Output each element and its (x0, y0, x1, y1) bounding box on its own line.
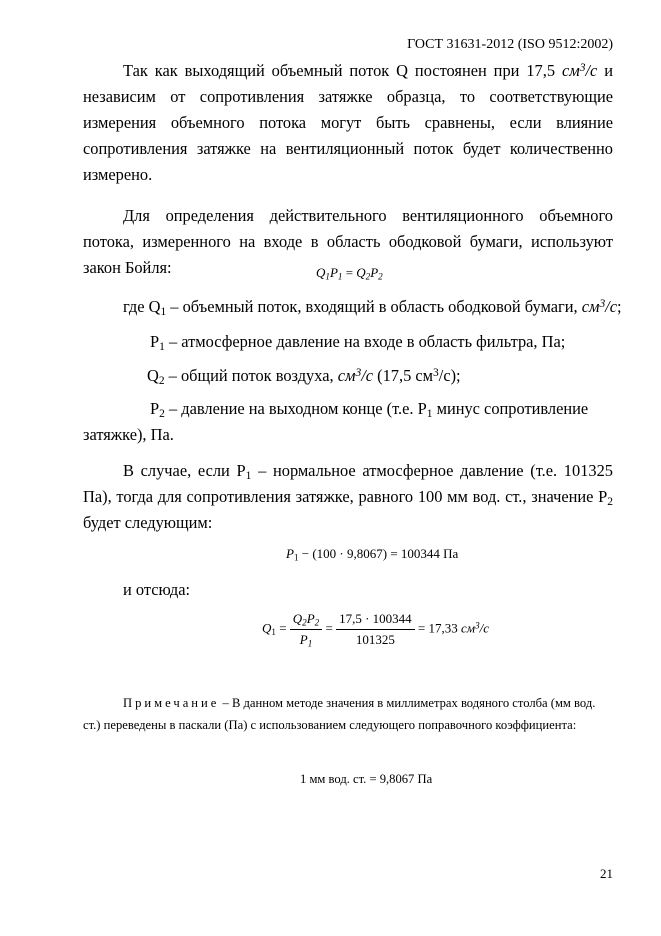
formula-p2-value: $P_1 - (100 \cdot 9,8067) = 100344$ Па (286, 546, 459, 563)
document-header: ГОСТ 31631-2012 (ISO 9512:2002) (407, 37, 613, 52)
note-text: В данном методе значения в миллиметрах водяного столба (мм вод. ст.) переведены в паскали (Па) с использованием следующего поправочного коэффициента: (83, 696, 596, 732)
formula-q1-result: $Q_1$ = $\frac{Q_2P_2}{P_1}$ = $\frac{17,5 \cdot 100344}{101325}$ = 17,33 $см^3/с$ (262, 611, 490, 649)
para1-text-b: и независим от сопротивления затяжке образца, то соответствующие измерения объемного потока могут быть сравнены, если влияние сопротивления затяжке на вентиляционный поток будет количественно измерено. (83, 61, 613, 184)
definition-q1: где $Q_1$ – объемный поток, входящий в область ободковой бумаги, $см^3/с$; (123, 297, 622, 318)
definition-p2-continued: затяжке), Па. (83, 425, 174, 444)
paragraph-boyle-law: Для определения действительного вентиляционного объемного потока, измеренного на входе в область ободковой бумаги, используют закон Бойля: (83, 206, 613, 277)
note-label: Примечание (123, 696, 220, 710)
para1-unit: см (561, 61, 580, 80)
paragraph-normal-pressure: В случае, если $P_1$ – нормальное атмосферное давление (т.е. 101325 Па), тогда для сопротивления затяжке, равного 100 мм вод. ст., значение $P_2$ будет следующим: (83, 461, 613, 532)
paragraph-volume-flow (83, 58, 613, 188)
note-paragraph: Примечание – В данном методе значения в миллиметрах водяного столба (мм вод. ст.) переведены в паскали (Па) с использованием следующего поправочного коэффициента: (83, 696, 596, 732)
definition-q2: $Q_2$ – общий поток воздуха, $см^3/с$ (17,5 $см^3/с$); (147, 366, 461, 387)
conversion-factor: 1 мм вод. ст. = 9,8067 Па (300, 772, 433, 786)
text-hence: и отсюда: (123, 580, 191, 599)
definition-p2: $P_2$ – давление на выходном конце (т.е. $P_1$ минус сопротивление (150, 399, 589, 420)
para1-unit-sup: 3 (579, 61, 586, 74)
para1-text-a: Так как выходящий объемный поток Q постоянен при 17,5 (123, 61, 562, 80)
formula-boyle: $Q_1P_1 = Q_2P_2$ (316, 265, 383, 282)
definition-p1: $P_1$ – атмосферное давление на входе в область фильтра, Па; (150, 332, 566, 353)
fraction-numeric: $\frac{17,5 \cdot 100344}{101325}$ (336, 611, 415, 648)
fraction-symbolic: $\frac{Q_2P_2}{P_1}$ (290, 611, 322, 648)
para1-unit-end: /с (585, 61, 598, 80)
page-number: 21 (600, 866, 613, 881)
